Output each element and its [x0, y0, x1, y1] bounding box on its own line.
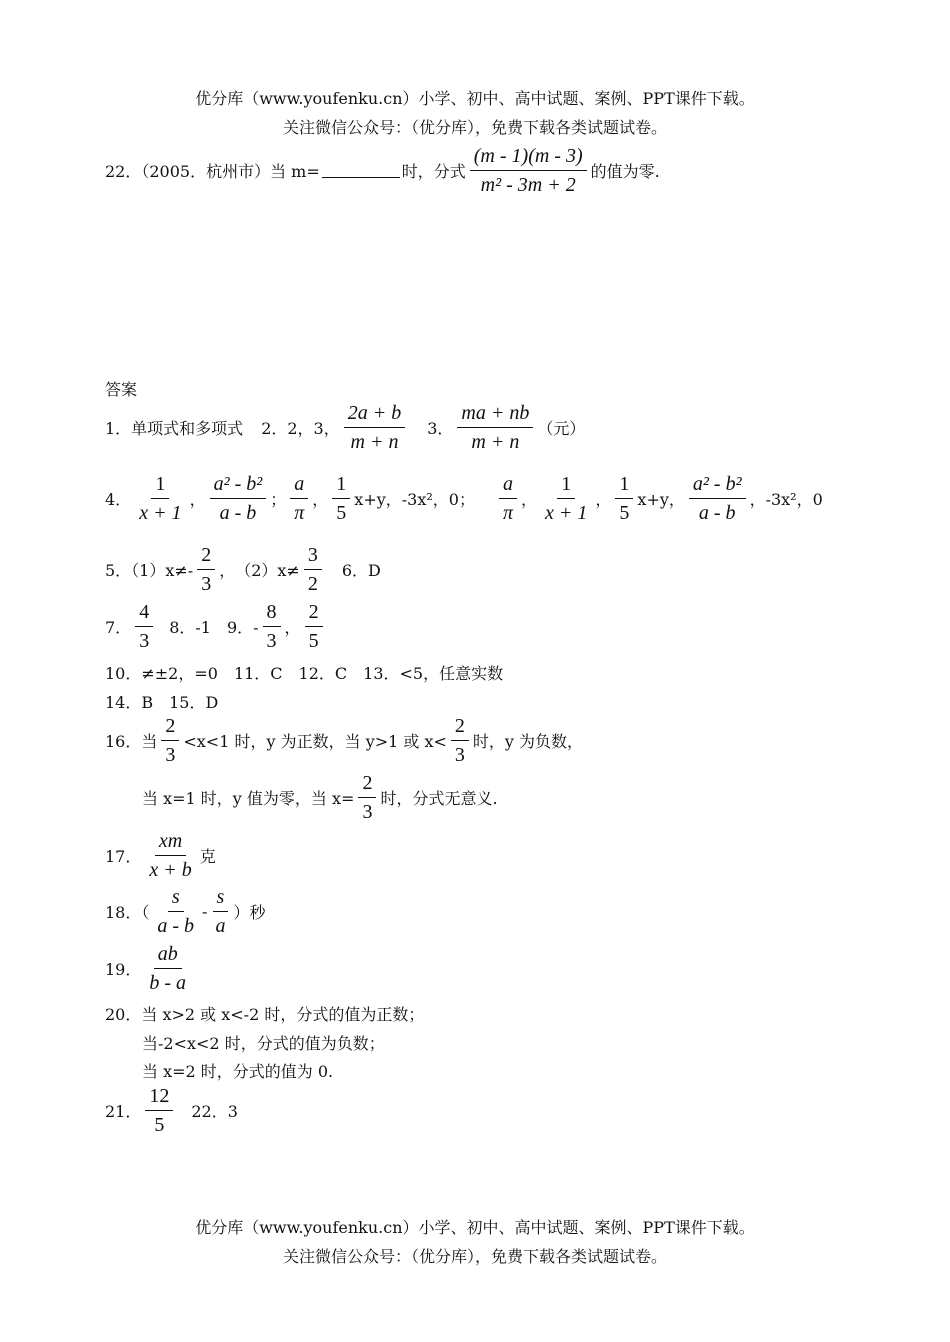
- denominator: 5: [308, 630, 319, 652]
- answer-17-unit: 克: [199, 847, 216, 866]
- denominator: a - b: [219, 502, 257, 524]
- numerator: ma + nb: [457, 402, 533, 428]
- denominator: 2: [307, 573, 318, 595]
- answer-5-text-1: 5．（1）x≠-: [105, 561, 194, 580]
- fraction: [145, 830, 195, 881]
- fraction: [210, 473, 267, 524]
- fraction: [135, 601, 153, 652]
- answer-2-text: 2．2，3，: [261, 419, 340, 438]
- denominator: 5: [154, 1114, 165, 1136]
- fraction: [211, 886, 229, 937]
- answer-4-text-1: x+y，-3x²，0；: [354, 490, 475, 509]
- separator: ，: [595, 490, 612, 509]
- denominator: a - b: [698, 502, 736, 524]
- numerator: 1: [332, 473, 350, 499]
- numerator: a: [499, 473, 517, 499]
- separator: ，: [312, 490, 329, 509]
- numerator: 1: [151, 473, 169, 499]
- numerator: ab: [154, 943, 182, 969]
- answer-19: [105, 943, 194, 994]
- answer-1-text: 1．单项式和多项式: [105, 419, 244, 438]
- numerator: 2: [305, 601, 323, 627]
- answer-16-text-4: 当 x=1 时，y 值为零，当 x=: [142, 789, 355, 808]
- denominator: 5: [336, 502, 347, 524]
- answer-5-6: [105, 544, 381, 595]
- header-line-2: 关注微信公众号：（优分库），免费下载各类试题试卷。: [282, 118, 667, 137]
- fraction: [451, 715, 469, 766]
- numerator: a: [290, 473, 308, 499]
- fraction: [135, 473, 185, 524]
- answers-title: 答案: [105, 380, 138, 399]
- answer-16-text-1: 16．当: [105, 732, 158, 751]
- fraction: [197, 544, 215, 595]
- answer-8-9-text: 8．-1 9．-: [169, 618, 259, 637]
- answer-16-text-3: 时，y 为负数，: [472, 732, 584, 751]
- answer-19-label: 19．: [105, 960, 142, 979]
- fraction: [263, 601, 281, 652]
- answer-18-label: 18．（: [105, 903, 150, 922]
- denominator: π: [502, 502, 514, 524]
- answer-21-label: 21．: [105, 1102, 142, 1121]
- answer-3-text: 3．: [427, 419, 454, 438]
- footer-line-1: 优分库（www.youfenku.cn）小学、初中、高中试题、案例、PPT课件下载。: [195, 1218, 755, 1237]
- numerator: 2: [161, 715, 179, 741]
- numerator: 2: [451, 715, 469, 741]
- denominator: x + 1: [545, 502, 588, 524]
- numerator: 1: [615, 473, 633, 499]
- numerator: xm: [155, 830, 186, 856]
- separator: ；: [270, 490, 287, 509]
- fraction: [615, 473, 633, 524]
- fraction: [499, 473, 517, 524]
- numerator: a² - b²: [210, 473, 267, 499]
- fraction: [541, 473, 591, 524]
- footer-line-2: 关注微信公众号：（优分库），免费下载各类试题试卷。: [282, 1247, 667, 1266]
- fraction: [145, 943, 190, 994]
- fraction: [358, 772, 376, 823]
- fraction: [305, 601, 323, 652]
- separator: ，: [189, 490, 206, 509]
- answer-2-fraction: [344, 402, 406, 453]
- numerator: 1: [557, 473, 575, 499]
- answer-18-unit: ）秒: [233, 903, 266, 922]
- fraction: [145, 1085, 173, 1136]
- numerator: 12: [145, 1085, 173, 1111]
- answer-20-line-1: 20．当 x>2 或 x<-2 时，分式的值为正数；: [105, 1005, 425, 1024]
- numerator: 8: [263, 601, 281, 627]
- denominator: 3: [362, 801, 373, 823]
- answer-20-line-3: 当 x=2 时，分式的值为 0.: [142, 1062, 334, 1081]
- denominator: 5: [619, 502, 630, 524]
- answer-17-label: 17．: [105, 847, 142, 866]
- numerator: 2a + b: [344, 402, 406, 428]
- minus-sign: -: [202, 902, 208, 921]
- separator: ，: [521, 490, 538, 509]
- fraction: [161, 715, 179, 766]
- answer-3-unit: （元）: [537, 419, 586, 438]
- header-line-1: 优分库（www.youfenku.cn）小学、初中、高中试题、案例、PPT课件下载。: [195, 89, 755, 108]
- q22-fraction: [470, 145, 587, 196]
- denominator: a - b: [157, 915, 195, 937]
- answer-20-line-2: 当-2<x<2 时，分式的值为负数；: [142, 1034, 385, 1053]
- fraction: [304, 544, 322, 595]
- denominator: b - a: [149, 972, 187, 994]
- q22-numerator: (m - 1)(m - 3): [470, 145, 587, 171]
- fraction: [153, 886, 198, 937]
- denominator: π: [294, 502, 305, 524]
- answer-22-text: 22．3: [191, 1102, 238, 1121]
- numerator: a² - b²: [689, 473, 746, 499]
- q22-denominator: m² - 3m + 2: [480, 174, 576, 196]
- question-22: [105, 145, 660, 196]
- answer-17: [105, 830, 216, 881]
- numerator: 4: [135, 601, 153, 627]
- denominator: 3: [139, 630, 150, 652]
- denominator: x + 1: [139, 502, 182, 524]
- answer-4: [105, 473, 823, 524]
- answer-4-label: 4．: [105, 490, 132, 509]
- numerator: 2: [358, 772, 376, 798]
- answer-1-3: [105, 402, 585, 453]
- fraction: [290, 473, 308, 524]
- answer-7-9: [105, 601, 327, 652]
- answer-3-fraction: [457, 402, 533, 453]
- answer-16-text-2: <x<1 时，y 为正数，当 y>1 或 x<: [183, 732, 447, 751]
- answer-16-line-2: [142, 772, 498, 823]
- separator: ，: [284, 618, 301, 637]
- denominator: m + n: [471, 431, 520, 453]
- answer-16-text-5: 时，分式无意义.: [380, 789, 498, 808]
- q22-mid: 时，分式: [401, 162, 466, 181]
- answer-7-text: 7．: [105, 618, 132, 637]
- fraction: [689, 473, 746, 524]
- numerator: 2: [197, 544, 215, 570]
- denominator: 3: [266, 630, 277, 652]
- denominator: 3: [201, 573, 212, 595]
- denominator: x + b: [149, 859, 192, 881]
- numerator: s: [213, 886, 229, 912]
- answer-14-15: 14．B 15．D: [105, 693, 219, 712]
- denominator: 3: [454, 744, 465, 766]
- q22-suffix: 的值为零.: [590, 162, 660, 181]
- answer-4-text-2: x+y，: [637, 490, 685, 509]
- denominator: 3: [165, 744, 176, 766]
- answer-6-text: 6．D: [341, 561, 381, 580]
- answer-21-22: [105, 1085, 238, 1136]
- answer-blank: [322, 163, 400, 178]
- q22-prefix: 22．（2005．杭州市）当 m=: [105, 162, 320, 181]
- answer-5-text-2: ， （2）x≠: [219, 561, 300, 580]
- denominator: m + n: [350, 431, 399, 453]
- answer-10-13: 10．≠±2，=0 11．C 12．C 13．<5，任意实数: [105, 664, 504, 683]
- numerator: s: [168, 886, 184, 912]
- fraction: [332, 473, 350, 524]
- numerator: 3: [304, 544, 322, 570]
- answer-4-text-3: ，-3x²，0: [749, 490, 823, 509]
- answer-16-line-1: [105, 715, 583, 766]
- answer-18: [105, 886, 265, 937]
- denominator: a: [215, 915, 226, 937]
